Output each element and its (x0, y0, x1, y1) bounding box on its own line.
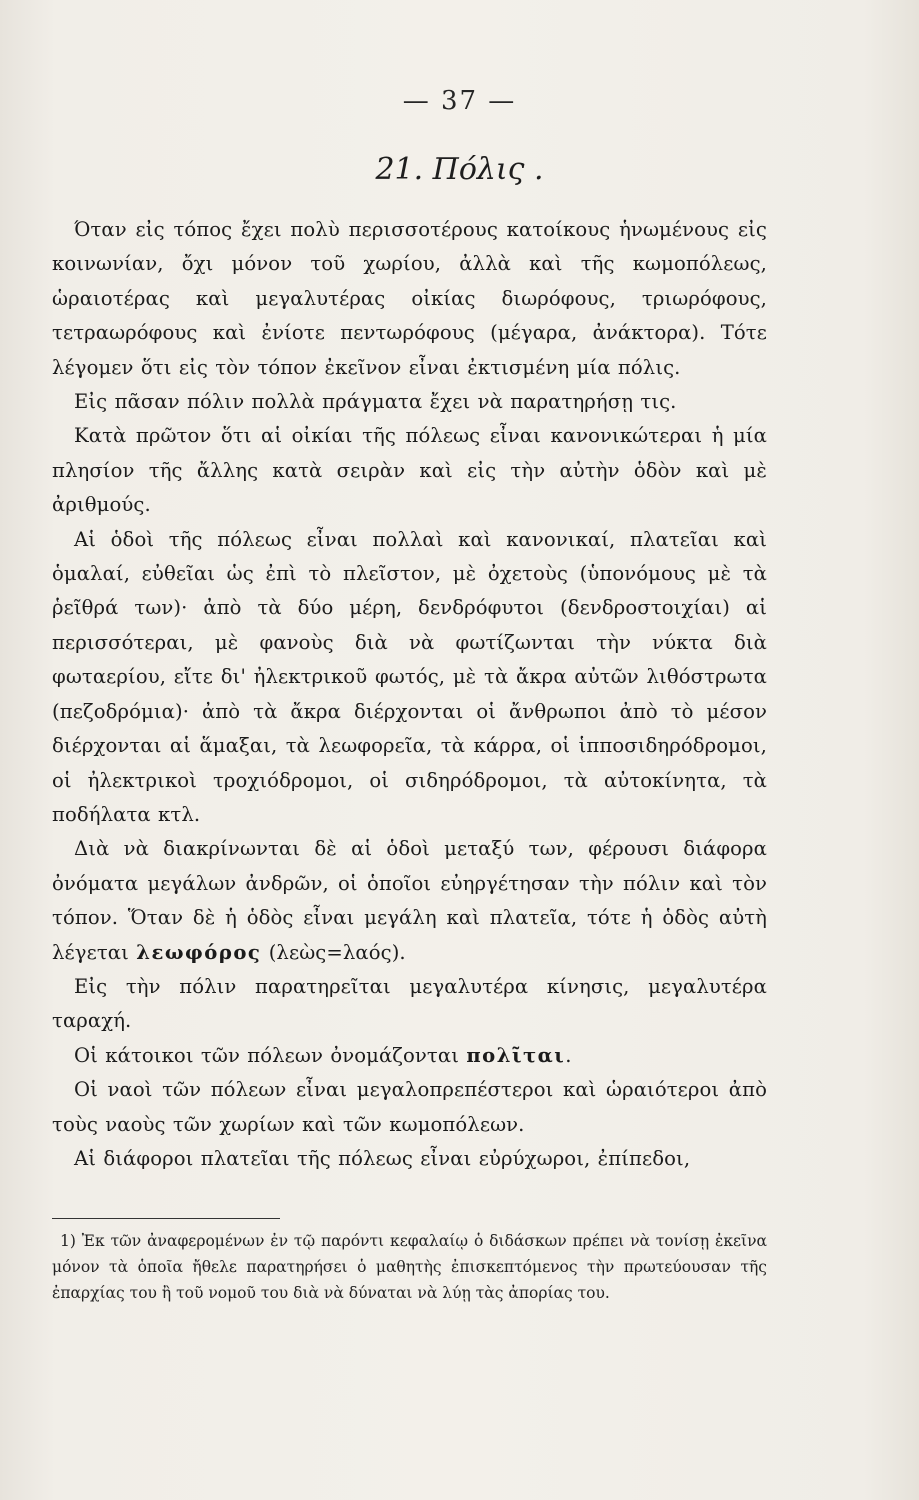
paragraph (52, 832, 767, 970)
paragraph: Εἰς τὴν πόλιν παρατηρεῖται μεγαλυτέρα κίνησις, μεγαλυτέρα ταραχή. (52, 974, 767, 1033)
paragraph-text: Διὰ νὰ διακρίνωνται δὲ αἱ ὁδοὶ μεταξύ των, φέρουσι διάφορα ὀνόματα μεγάλων ἀνδρῶν, οἱ ὁποῖοι εὐηργέτησαν τὴν πόλιν καὶ τὸν τόπον. Ὅταν δὲ ἡ ὁδὸς εἶναι μεγάλη καὶ πλατεῖα, τότε ἡ ὁδὸς αὐτὴ λέγεται (52, 837, 767, 964)
paragraph (52, 1039, 767, 1073)
paragraph-text: Οἱ κάτοικοι τῶν πόλεων ὀνομάζονται (74, 1043, 467, 1067)
paragraph-text: . (565, 1043, 572, 1067)
page-number: — 37 — (402, 86, 517, 116)
paragraph-text: (λεὼς=λαός). (261, 940, 406, 964)
footnote: 1) Ἐκ τῶν ἀναφερομένων ἐν τῷ παρόντι κεφαλαίῳ ὁ διδάσκων πρέπει νὰ τονίσῃ ἐκεῖνα μόνον τὰ ὁποῖα ἤθελε παρατηρήσει ὁ μαθητὴς ἐπισκεπτόμενος τὴν πρωτεύουσαν τῆς ἐπαρχίας του ἢ τοῦ νομοῦ του διὰ νὰ δύναται νὰ λύῃ τὰς ἀπορίας του. (52, 1232, 767, 1302)
footnote-divider (52, 1218, 280, 1219)
paragraph: Εἰς πᾶσαν πόλιν πολλὰ πράγματα ἔχει νὰ παρατηρήσῃ τις. (74, 390, 677, 414)
paragraph: Αἱ ὁδοὶ τῆς πόλεως εἶναι πολλαὶ καὶ κανονικαί, πλατεῖαι καὶ ὁμαλαί, εὐθεῖαι ὡς ἐπὶ τὸ πλεῖστον, μὲ ὀχετοὺς (ὑπονόμους μὲ τὰ ῥεῖθρά των)· ἀπὸ τὰ δύο μέρη, δενδρόφυτοι (δενδροστοιχίαι) αἱ περισσότεραι, μὲ φανοὺς διὰ νὰ φωτίζωνται τὴν νύκτα διὰ φωταερίου, εἴτε δι' ἠλεκτρικοῦ φωτός, μὲ τὰ ἄκρα αὐτῶν λιθόστρωτα (πεζοδρόμια)· ἀπὸ τὰ ἄκρα διέρχονται οἱ ἄνθρωποι ἀπὸ τὸ μέσον διέρχονται αἱ ἅμαξαι, τὰ λεωφορεῖα, τὰ κάρρα, οἱ ἱπποσιδηρόδρομοι, οἱ ἠλεκτρικοὶ τροχιόδρομοι, οἱ σιδηρόδρομοι, τὰ αὐτοκίνητα, τὰ ποδήλατα κτλ. (52, 527, 767, 826)
chapter-title: 21. Πόλις . (375, 152, 544, 187)
paragraph: Κατὰ πρῶτον ὅτι αἱ οἰκίαι τῆς πόλεως εἶναι κανονικώτεραι ἡ μία πλησίον τῆς ἄλλης κατὰ σειρὰν καὶ εἰς τὴν αὐτὴν ὁδὸν καὶ μὲ ἀριθμούς. (52, 424, 767, 517)
paragraph: Οἱ ναοὶ τῶν πόλεων εἶναι μεγαλοπρεπέστεροι καὶ ὡραιότεροι ἀπὸ τοὺς ναοὺς τῶν χωρίων καὶ τῶν κωμοπόλεων. (52, 1078, 767, 1136)
bold-term: λεωφόρος (136, 940, 262, 964)
paragraph: Όταν εἰς τόπος ἔχει πολὺ περισσοτέρους κατοίκους ἡνωμένους εἰς κοινωνίαν, ὄχι μόνον τοῦ χωρίου, ἀλλὰ καὶ τῆς κωμοπόλεως, ὡραιοτέρας καὶ μεγαλυτέρας οἰκίας διωρόφους, τριωρόφους, τετραωρόφους καὶ ἐνίοτε πεντωρόφους (μέγαρα, ἀνάκτορα). Τότε λέγομεν ὅτι εἰς τὸν τόπον ἐκεῖνον εἶναι ἐκτισμένη μία πόλις. (52, 218, 767, 379)
bold-term: πολῖται (466, 1043, 566, 1067)
paragraph: Αἱ διάφοροι πλατεῖαι τῆς πόλεως εἶναι εὐρύχωροι, ἐπίπεδοι, (74, 1146, 691, 1170)
body-text (52, 213, 767, 1176)
